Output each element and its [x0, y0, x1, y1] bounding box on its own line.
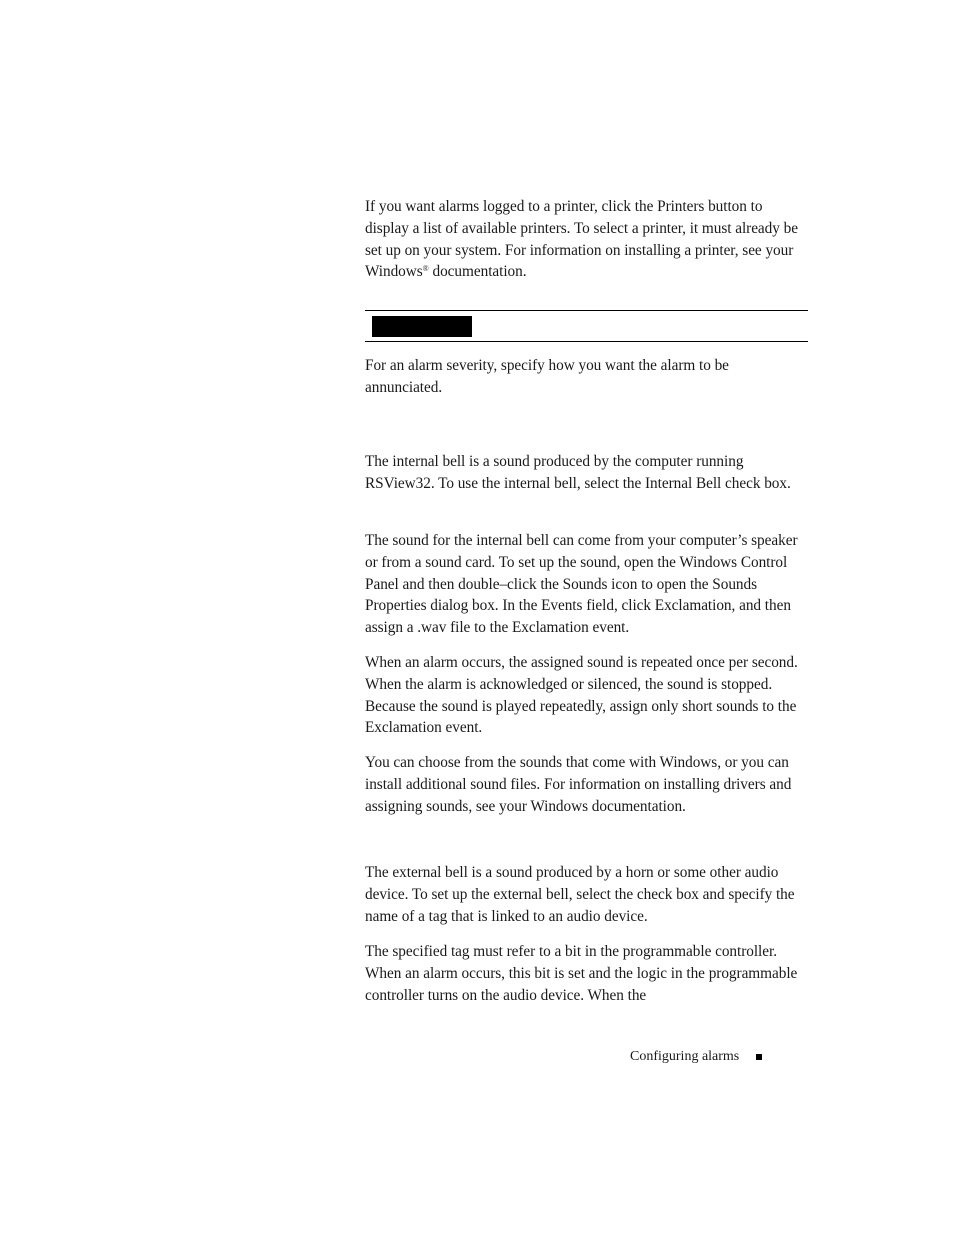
internal-bell-text-2: The sound for the internal bell can come from your computer’s speaker or from a sound card. To set up the sound, open the Windows Control Panel and then double–click the Sounds icon to open the Sounds Properties dialog box. In the Events field, click Exclamation, and then assign a .wav file to the Exclamation event. — [365, 532, 798, 637]
section-rule-top — [365, 310, 808, 311]
internal-bell-paragraph-3 — [365, 652, 807, 739]
severity-paragraph — [365, 355, 807, 399]
severity-text: For an alarm severity, specify how you want the alarm to be annunciated. — [365, 357, 729, 396]
section-rule-bottom — [365, 341, 808, 342]
footer-bullet-icon — [756, 1054, 762, 1060]
external-bell-text-2: The specified tag must refer to a bit in the programmable controller. When an alarm occurs, this bit is set and the logic in the programmable controller turns on the audio device. When the — [365, 943, 798, 1004]
internal-bell-text-1: The internal bell is a sound produced by the computer running RSView32. To use the internal bell, select the Internal Bell check box. — [365, 453, 791, 492]
running-footer-title: Configuring alarms — [630, 1049, 740, 1064]
internal-bell-paragraph-2 — [365, 530, 807, 639]
intro-text-end: documentation. — [428, 263, 527, 281]
section-heading-tab — [372, 316, 472, 337]
intro-text: If you want alarms logged to a printer, click the Printers button to display a list of available printers. To select a printer, it must already be set up on your system. For information on installing a printer, see your Windows — [365, 198, 798, 281]
external-bell-text-1: The external bell is a sound produced by a horn or some other audio device. To set up the external bell, select the check box and specify the name of a tag that is linked to an audio device. — [365, 864, 795, 925]
external-bell-paragraph-2 — [365, 941, 807, 1006]
registered-mark: ® — [422, 264, 429, 274]
intro-paragraph — [365, 196, 807, 283]
internal-bell-text-4: You can choose from the sounds that come with Windows, or you can install additional sound files. For information on installing drivers and assigning sounds, see your Windows documentation. — [365, 754, 792, 815]
internal-bell-paragraph-1 — [365, 451, 807, 495]
internal-bell-paragraph-4 — [365, 752, 807, 817]
internal-bell-text-3: When an alarm occurs, the assigned sound is repeated once per second. When the alarm is acknowledged or silenced, the sound is stopped. Because the sound is played repeatedly, assign only short sounds to the Exclamation event. — [365, 654, 798, 737]
external-bell-paragraph-1 — [365, 862, 807, 927]
